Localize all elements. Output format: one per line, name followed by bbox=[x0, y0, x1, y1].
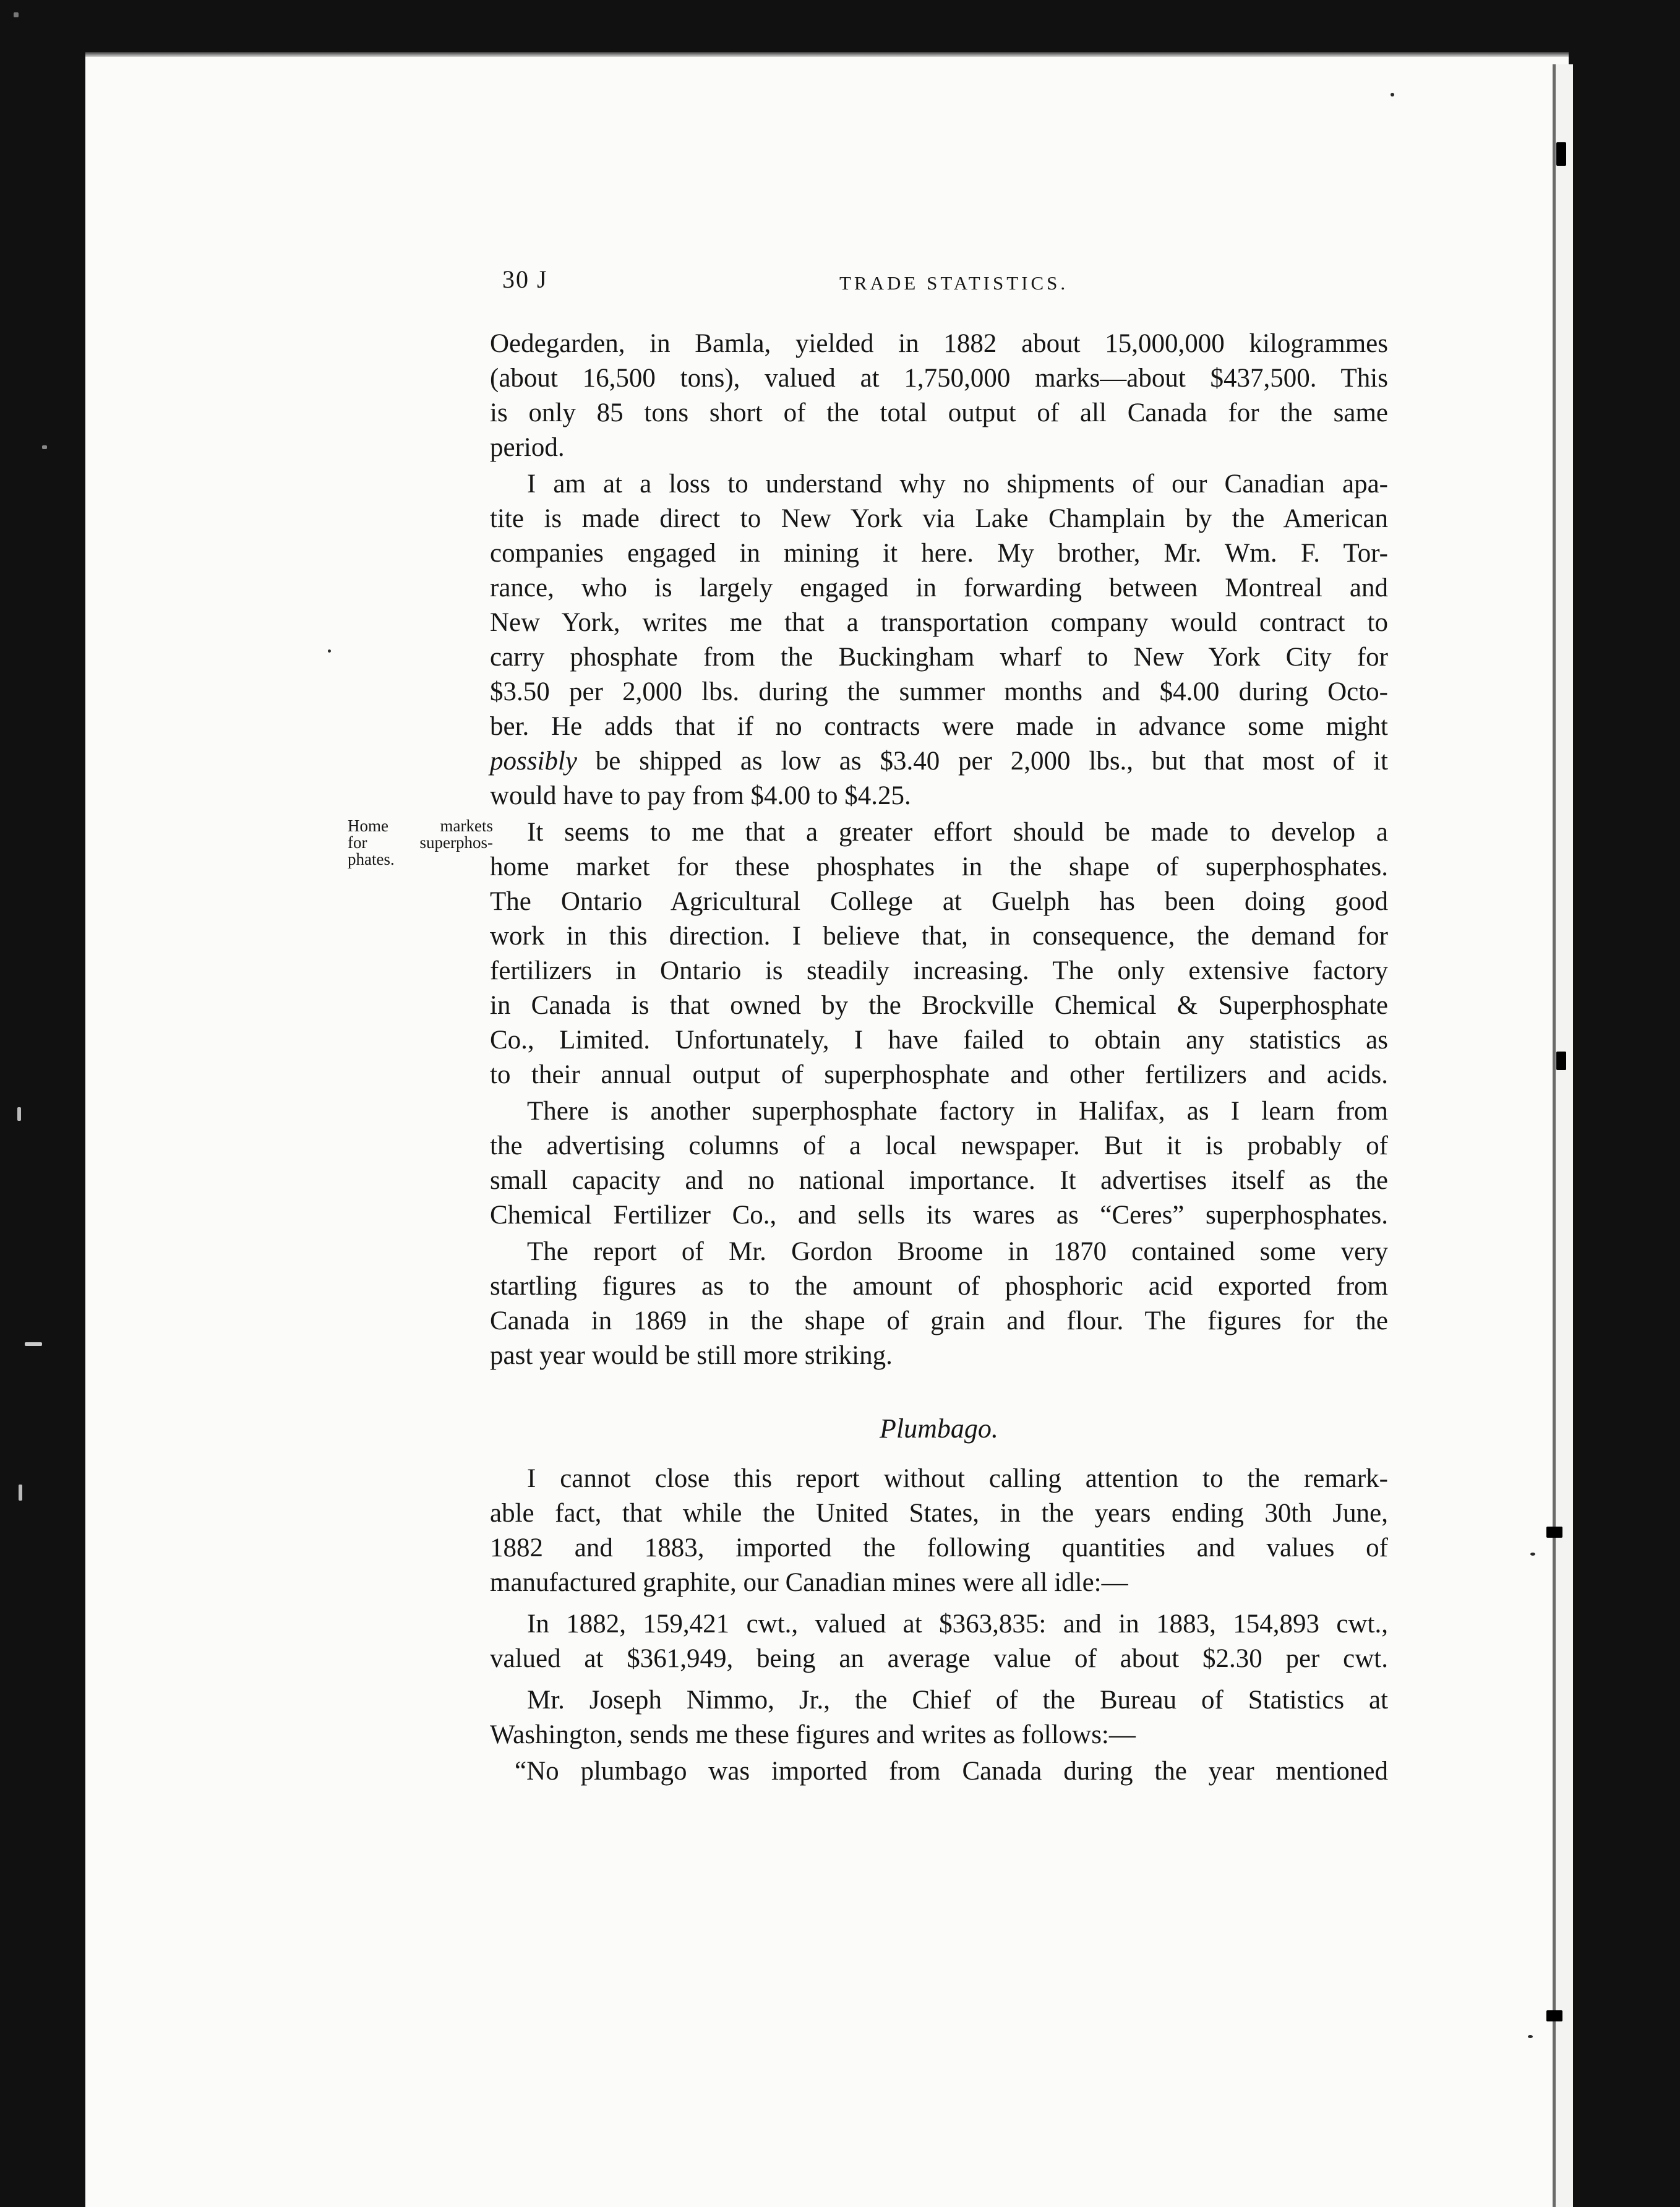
text-line: It seems to me that a greater effort should be made to develop a bbox=[527, 818, 1388, 847]
text-line: Washington, sends me these figures and writes as follows:— bbox=[490, 1720, 1136, 1749]
text-line: The report of Mr. Gordon Broome in 1870 contained some very bbox=[527, 1237, 1388, 1266]
scan-dot bbox=[328, 649, 331, 653]
text-line: small capacity and no national importance. It advertises itself as the bbox=[490, 1166, 1388, 1195]
page-number: 30 J bbox=[502, 265, 548, 293]
adjacent-page-edge bbox=[1553, 64, 1573, 2207]
scan-mark bbox=[1556, 1052, 1566, 1070]
text-line: to their annual output of superphosphate and other fertilizers and acids. bbox=[490, 1060, 1388, 1089]
text-line: fertilizers in Ontario is steadily increasing. The only extensive factory bbox=[490, 956, 1388, 985]
margin-note-line: Home markets bbox=[348, 816, 493, 835]
text-line: New York, writes me that a transportation company would contract to bbox=[490, 608, 1388, 637]
text-line: (about 16,500 tons), valued at 1,750,000 marks—about $437,500. This bbox=[490, 364, 1388, 393]
text-line: carry phosphate from the Buckingham wharf to New York City for bbox=[490, 643, 1388, 672]
text-line: Co., Limited. Unfortunately, I have failed to obtain any statistics as bbox=[490, 1026, 1388, 1055]
text-line: Canada in 1869 in the shape of grain and flour. The figures for the bbox=[490, 1306, 1388, 1335]
text-line: Mr. Joseph Nimmo, Jr., the Chief of the Bureau of Statistics at bbox=[527, 1686, 1388, 1715]
margin-note-line: phates. bbox=[348, 850, 395, 868]
scan-mark bbox=[14, 12, 19, 17]
scan-mark bbox=[1546, 2010, 1562, 2021]
text-line: valued at $361,949, being an average value of about $2.30 per cwt. bbox=[490, 1644, 1388, 1673]
text-line: ber. He adds that if no contracts were made in advance some might bbox=[490, 712, 1388, 741]
running-title: TRADE STATISTICS. bbox=[839, 272, 1069, 294]
scan-mark bbox=[25, 1342, 42, 1346]
text-line: The Ontario Agricultural College at Guelph has been doing good bbox=[490, 887, 1388, 916]
italic-word: possibly bbox=[490, 747, 577, 776]
text-line: tite is made direct to New York via Lake Champlain by the American bbox=[490, 504, 1388, 533]
text-line: There is another superphosphate factory in Halifax, as I learn from bbox=[527, 1097, 1388, 1126]
text-line: work in this direction. I believe that, in consequence, the demand for bbox=[490, 922, 1388, 951]
text-line: “No plumbago was imported from Canada during the year mentioned bbox=[515, 1757, 1388, 1786]
text-line: I cannot close this report without calling attention to the remark- bbox=[527, 1464, 1388, 1493]
text-line: manufactured graphite, our Canadian mines were all idle:— bbox=[490, 1568, 1128, 1597]
text-line: home market for these phosphates in the shape of superphosphates. bbox=[490, 852, 1388, 881]
scan-dot bbox=[1530, 1553, 1535, 1556]
text-line: period. bbox=[490, 433, 565, 462]
text-line: the advertising columns of a local newspaper. But it is probably of bbox=[490, 1131, 1388, 1160]
scan-mark bbox=[1556, 142, 1566, 166]
text-line: In 1882, 159,421 cwt., valued at $363,835: and in 1883, 154,893 cwt., bbox=[527, 1609, 1388, 1639]
text-line: able fact, that while the United States, in the years ending 30th June, bbox=[490, 1499, 1388, 1528]
text-line: I am at a loss to understand why no shipments of our Canadian apa- bbox=[527, 469, 1388, 499]
text-line: rance, who is largely engaged in forwarding between Montreal and bbox=[490, 573, 1388, 602]
scan-dot bbox=[1528, 2035, 1533, 2038]
section-heading: Plumbago. bbox=[880, 1413, 998, 1444]
text-line: Oedegarden, in Bamla, yielded in 1882 about 15,000,000 kilogrammes bbox=[490, 329, 1388, 358]
text-line: companies engaged in mining it here. My brother, Mr. Wm. F. Tor- bbox=[490, 539, 1388, 568]
scan-mark bbox=[19, 1485, 22, 1501]
text-line-mixed bbox=[490, 744, 1388, 779]
text-line: Chemical Fertilizer Co., and sells its wares as “Ceres” superphosphates. bbox=[490, 1201, 1388, 1230]
text-span: be shipped as low as $3.40 per 2,000 lbs., but that most of it bbox=[576, 747, 1388, 776]
text-line: is only 85 tons short of the total output of all Canada for the same bbox=[490, 398, 1388, 427]
text-line: would have to pay from $4.00 to $4.25. bbox=[490, 781, 911, 810]
scan-mark bbox=[17, 1107, 21, 1121]
text-line: $3.50 per 2,000 lbs. during the summer months and $4.00 during Octo- bbox=[490, 677, 1388, 706]
scan-mark bbox=[1546, 1527, 1562, 1538]
text-line: startling figures as to the amount of phosphoric acid exported from bbox=[490, 1272, 1388, 1301]
text-line: past year would be still more striking. bbox=[490, 1341, 893, 1370]
margin-note-line: for superphos- bbox=[348, 833, 493, 852]
scan-dot bbox=[1391, 93, 1394, 96]
text-line: in Canada is that owned by the Brockville Chemical & Superphosphate bbox=[490, 991, 1388, 1020]
scan-mark bbox=[42, 445, 47, 449]
text-line: 1882 and 1883, imported the following quantities and values of bbox=[490, 1533, 1388, 1562]
margin-note bbox=[348, 818, 493, 868]
page-header bbox=[502, 265, 1393, 302]
